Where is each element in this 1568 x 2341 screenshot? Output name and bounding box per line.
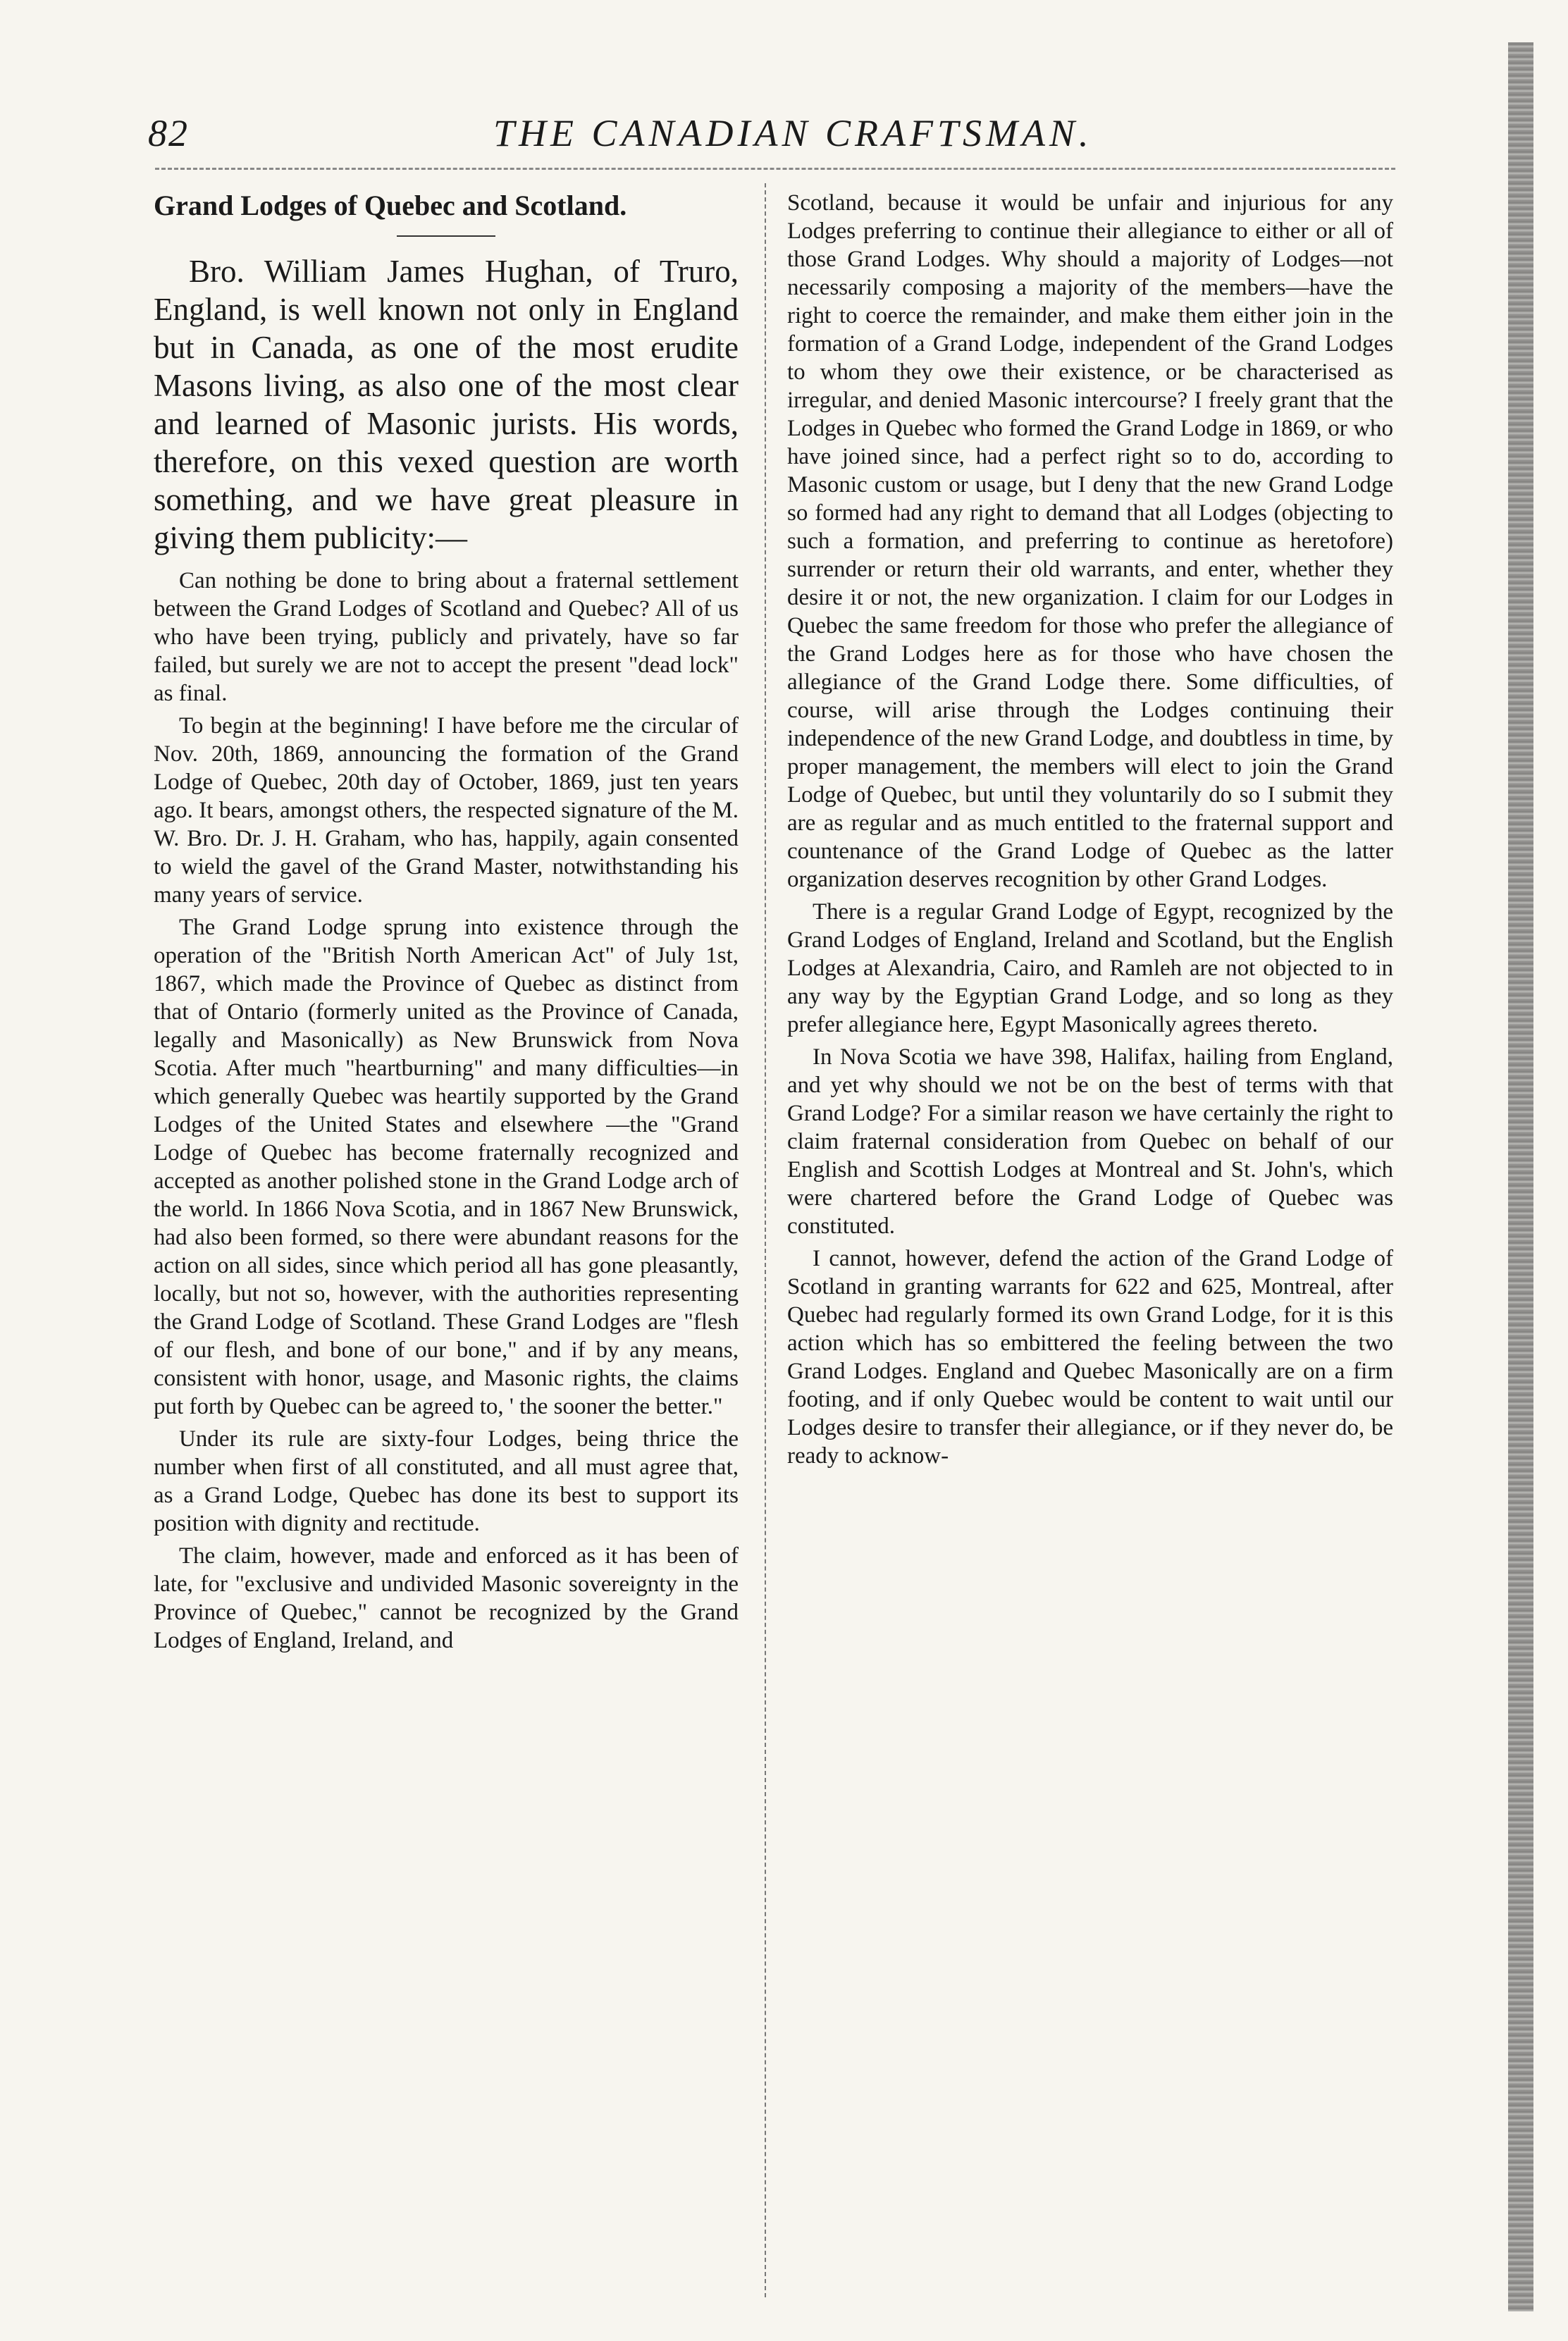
journal-title: THE CANADIAN CRAFTSMAN.: [493, 112, 1093, 154]
page-header: [0, 106, 1568, 162]
scan-edge-strip: [1508, 42, 1533, 2311]
page-number: 82: [148, 112, 189, 154]
article-paragraph: Can nothing be done to bring about a fraternal settlement between the Grand Lodges of Scotland and Quebec? All of us who have been trying, publicly and privately, have so far failed, but surely we are not to accept the present "dead lock" as final.: [154, 568, 739, 706]
header-divider: [155, 168, 1395, 170]
article-paragraph: To begin at the beginning! I have before me the circular of Nov. 20th, 1869, announcing the formation of the Grand Lodge of Quebec, 20th day of October, 1869, just ten years ago. It bears, amongst others, the respected signature of the M. W. Bro. Dr. J. H. Graham, who has, happily, again consented to wield the gavel of the Grand Master, notwithstanding his many years of service.: [154, 713, 739, 908]
column-divider: [765, 183, 766, 2297]
article-intro: Bro. William James Hughan, of Truro, England, is well known not only in England but in Canada, as one of the most erudite Masons living, as also one of the most clear and learned of Masonic jurists. His words, therefore, on this vexed question are worth something, and we have great pleasure in giving them publicity:—: [154, 254, 739, 555]
article-paragraph: In Nova Scotia we have 398, Halifax, hailing from England, and yet why should we not be on the best of terms with that Grand Lodge? For a similar reason we have certainly the right to claim fraternal consideration from Quebec on behalf of our English and Scottish Lodges at Montreal and St. John's, which were chartered before the Grand Lodge of Quebec was constituted.: [787, 1044, 1393, 1239]
headline-divider: [397, 235, 495, 237]
article-paragraph: There is a regular Grand Lodge of Egypt, recognized by the Grand Lodges of England, Ireland and Scotland, but the English Lodges at Alexandria, Cairo, and Ramleh are not objected to in any way by the Egyptian Grand Lodge, and so long as they prefer allegiance here, Egypt Masonically agrees thereto.: [787, 899, 1393, 1037]
article-paragraph: I cannot, however, defend the action of the Grand Lodge of Scotland in granting warrants for 622 and 625, Montreal, after Quebec had regularly formed its own Grand Lodge, for it is this action which has so embittered the feeling between the two Grand Lodges. England and Quebec Masonically are on a firm footing, and if only Quebec would be content to wait until our Lodges desire to transfer their allegiance, or if they never do, be ready to acknow-: [787, 1246, 1393, 1469]
article-paragraph: The claim, however, made and enforced as it has been of late, for "exclusive and undivided Masonic sovereignty in the Province of Quebec," cannot be recognized by the Grand Lodges of England, Ireland, and: [154, 1543, 739, 1653]
left-column: [154, 189, 739, 1659]
article-headline: Grand Lodges of Quebec and Scotland.: [154, 190, 627, 221]
right-column: [787, 189, 1393, 1474]
article-paragraph: Under its rule are sixty-four Lodges, being thrice the number when first of all constituted, and all must agree that, as a Grand Lodge, Quebec has done its best to support its position with dignity and rectitude.: [154, 1426, 739, 1536]
article-paragraph: The Grand Lodge sprung into existence through the operation of the "British North American Act" of July 1st, 1867, which made the Province of Quebec as distinct from that of Ontario (formerly united as the Province of Canada, legally and Masonically) as New Brunswick from Nova Scotia. After much "heartburning" and many difficulties—in which generally Quebec was heartily supported by the Grand Lodges of the United States and elsewhere —the "Grand Lodge of Quebec has become fraternally recognized and accepted as another polished stone in the Grand Lodge arch of the world. In 1866 Nova Scotia, and in 1867 New Brunswick, had also been formed, so there were abundant reasons for the action on all sides, since which period all has gone pleasantly, locally, but not so, however, with the authorities representing the Grand Lodge of Scotland. These Grand Lodges are "flesh of our flesh, and bone of our bone," and if by any means, consistent with honor, usage, and Masonic rights, the claims put forth by Quebec can be agreed to, ' the sooner the better.": [154, 915, 739, 1419]
article-paragraph-continued: Scotland, because it would be unfair and injurious for any Lodges preferring to continue their allegiance to either or all of those Grand Lodges. Why should a majority of Lodges—not necessarily composing a majority of the members—have the right to coerce the remainder, and make them either join in the formation of a Grand Lodge, independent of the Grand Lodges to whom they owe their existence, or be characterised as irregular, and denied Masonic intercourse? I freely grant that the Lodges in Quebec who formed the Grand Lodge in 1869, or who have joined since, had a perfect right so to do, according to Masonic custom or usage, but I deny that the new Grand Lodge so formed had any right to demand that all Lodges (objecting to such a formation, and preferring to continue as heretofore) surrender or return their old warrants, and enter, whether they desire it or not, the new organization. I claim for our Lodges in Quebec the same freedom for those who prefer the allegiance of the Grand Lodges here as for those who have chosen the allegiance of the Grand Lodge there. Some difficulties, of course, will arise through the Lodges continuing their independence of the new Grand Lodge, and doubtless in time, by proper management, the members will elect to join the Grand Lodge of Quebec, but until they voluntarily do so I submit they are as regular and as much entitled to the fraternal support and countenance of the Grand Lodge of Quebec as the latter organization deserves recognition by other Grand Lodges.: [787, 190, 1393, 892]
